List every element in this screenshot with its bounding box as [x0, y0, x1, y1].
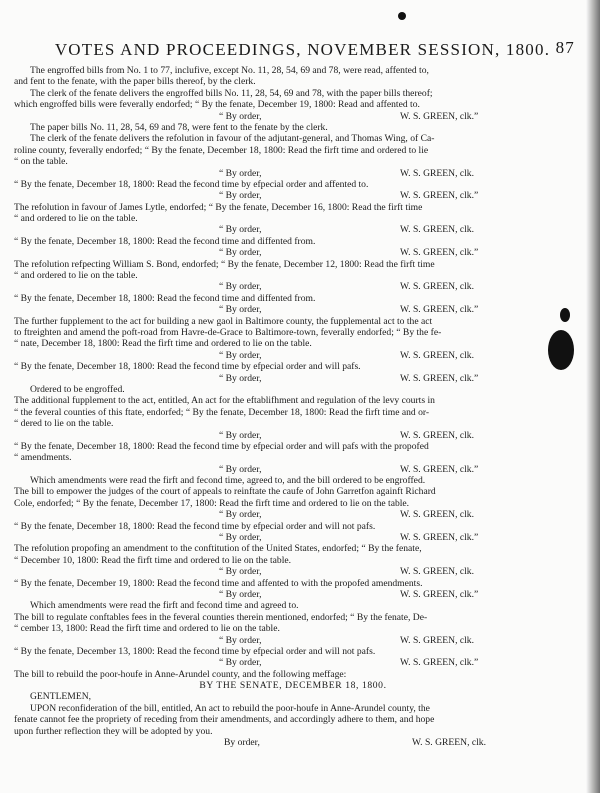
- signature-line: [14, 224, 572, 235]
- text-line: “ and ordered to lie on the table.: [14, 270, 138, 282]
- by-order-text: “ By order,: [219, 110, 262, 122]
- by-order-text: “ By order,: [219, 224, 262, 236]
- clerk-signature-text: W. S. GREEN, clk.: [400, 509, 474, 521]
- clerk-signature-text: W. S. GREEN, clk.: [400, 167, 474, 179]
- signature-line: [14, 532, 572, 543]
- by-order-text: “ By order,: [219, 247, 262, 259]
- text-line: “ By the fenate, December 18, 1800: Read the fecond time by efpecial order and will not pafs.: [14, 520, 376, 532]
- by-order-text: “ By order,: [219, 167, 262, 179]
- signature-line: [14, 430, 572, 441]
- text-line: Ordered to be engroffed.: [30, 383, 125, 395]
- clerk-signature-text: W. S. GREEN, clk.”: [400, 304, 479, 316]
- ink-blot: [398, 12, 406, 20]
- text-line: UPON reconfideration of the bill, entitled, An act to rebuild the poor-houfe in Anne-Arundel county, the: [30, 702, 430, 714]
- signature-line: [14, 168, 572, 179]
- text-line: The paper bills No. 11, 28, 54, 69 and 78, were fent to the fenate by the clerk.: [30, 121, 328, 133]
- text-line: The refolution propofing an amendment to the conftitution of the United States, endorfed; “ By the fenate,: [14, 543, 422, 555]
- text-line: The clerk of the fenate delivers the engroffed bills No. 11, 28, 54, 69 and 78, with the paper bills thereof;: [30, 87, 433, 99]
- signature-line: [14, 657, 572, 668]
- by-order-text: “ By order,: [219, 634, 262, 646]
- page-header: [30, 40, 575, 60]
- clerk-signature-text: W. S. GREEN, clk.”: [400, 190, 479, 202]
- by-order-text: “ By order,: [219, 349, 262, 361]
- by-order-text: “ By order,: [219, 304, 262, 316]
- text-line: “ and ordered to lie on the table.: [14, 213, 138, 225]
- text-line: “ December 10, 1800: Read the firft time and ordered to lie on the table.: [14, 554, 292, 566]
- signature-line: [14, 509, 572, 520]
- clerk-signature-text: W. S. GREEN, clk.: [400, 634, 474, 646]
- by-order-text: “ By order,: [219, 429, 262, 441]
- signature-line: [14, 350, 572, 361]
- clerk-signature-text: W. S. GREEN, clk.”: [400, 247, 479, 259]
- by-order-text: By order,: [224, 737, 260, 749]
- text-line: to ftreighten and amend the poft-road from Havre-de-Grace to Baltimore-town, feverally endorfed; “ By the fe-: [14, 326, 442, 338]
- text-line: “ nate, December 18, 1800: Read the firft time and ordered to lie on the table.: [14, 338, 312, 350]
- text-line: and fent to the fenate, with the paper bills thereof, by the clerk.: [14, 76, 256, 88]
- by-order-text: “ By order,: [219, 463, 262, 475]
- document-body: [14, 65, 572, 748]
- page-number: 87: [555, 38, 575, 57]
- signature-line: [14, 566, 572, 577]
- text-line: The bill to rebuild the poor-houfe in Anne-Arundel county, and the following meffage:: [14, 668, 347, 680]
- text-line: “ By the fenate, December 13, 1800: Read the fecond time by efpecial order and will not pafs.: [14, 645, 376, 657]
- signature-line: [14, 304, 572, 315]
- clerk-signature-text: W. S. GREEN, clk.: [400, 349, 474, 361]
- text-line: Which amendments were read the firft and fecond time, agreed to, and the bill ordered to be engroffed.: [30, 475, 426, 487]
- page-edge-shadow: [586, 0, 600, 793]
- text-line: “ By the fenate, December 18, 1800: Read the fecond time by efpecial order and affented to.: [14, 178, 369, 190]
- text-line: The refolution refpecting William S. Bond, endorfed; “ By the fenate, December 12, 1800: Read the firft time: [14, 258, 435, 270]
- text-line: fenate cannot fee the propriety of receding from their amendments, and accordingly adhere to them, and hope: [14, 714, 435, 726]
- page-title: VOTES AND PROCEEDINGS, NOVEMBER SESSION, 1800.: [54, 40, 551, 59]
- signature-line: [14, 737, 572, 748]
- clerk-signature-text: W. S. GREEN, clk.: [400, 429, 474, 441]
- text-line: roline county, feverally endorfed; “ By the fenate, December 18, 1800: Read the firft time and ordered to lie: [14, 144, 429, 156]
- signature-line: [14, 281, 572, 292]
- text-line: “ the feveral counties of this ftate, endorfed; “ By the fenate, December 18, 1800: Read the firft time and or-: [14, 406, 430, 418]
- text-line: GENTLEMEN,: [30, 691, 92, 703]
- by-order-text: “ By order,: [219, 657, 262, 669]
- section-heading: BY THE SENATE, DECEMBER 18, 1800.: [199, 680, 387, 692]
- clerk-signature-text: W. S. GREEN, clk.”: [400, 532, 479, 544]
- by-order-text: “ By order,: [219, 588, 262, 600]
- signature-line: [14, 589, 572, 600]
- clerk-signature-text: W. S. GREEN, clk.: [400, 566, 474, 578]
- text-line: Cole, endorfed; “ By the fenate, December 17, 1800: Read the firft time and ordered to lie on the table.: [14, 497, 410, 509]
- by-order-text: “ By order,: [219, 532, 262, 544]
- clerk-signature-text: W. S. GREEN, clk.”: [400, 463, 479, 475]
- text-line: “ dered to lie on the table.: [14, 418, 114, 430]
- by-order-text: “ By order,: [219, 566, 262, 578]
- signature-line: [14, 247, 572, 258]
- signature-line: [14, 635, 572, 646]
- by-order-text: “ By order,: [219, 190, 262, 202]
- clerk-signature-text: W. S. GREEN, clk.: [400, 224, 474, 236]
- text-line: The bill to empower the judges of the court of appeals to reinftate the caufe of John Garretfon againft Richard: [14, 486, 436, 498]
- text-line: “ By the fenate, December 18, 1800: Read the fecond time by efpecial order and will pafs.: [14, 361, 361, 373]
- clerk-signature-text: W. S. GREEN, clk.”: [400, 588, 479, 600]
- by-order-text: “ By order,: [219, 372, 262, 384]
- signature-line: [14, 464, 572, 475]
- text-line: upon further reflection they will be adopted by you.: [14, 725, 213, 737]
- signature-line: [14, 111, 572, 122]
- clerk-signature-text: W. S. GREEN, clk.”: [400, 110, 479, 122]
- signature-line: [14, 373, 572, 384]
- by-order-text: “ By order,: [219, 281, 262, 293]
- text-line: The bill to regulate conftables fees in the feveral counties therein mentioned, endorfed; “ By the fenate, De-: [14, 611, 428, 623]
- clerk-signature-text: W. S. GREEN, clk.: [400, 281, 474, 293]
- text-line: “ By the fenate, December 18, 1800: Read the fecond time and diffented from.: [14, 292, 316, 304]
- text-line: “ amendments.: [14, 452, 72, 464]
- text-line: “ on the table.: [14, 156, 68, 168]
- text-line: The engroffed bills from No. 1 to 77, inclufive, except No. 11, 28, 54, 69 and 78, were read, affented to,: [30, 65, 429, 76]
- text-line: “ By the fenate, December 18, 1800: Read the fecond time and diffented from.: [14, 235, 316, 247]
- by-order-text: “ By order,: [219, 509, 262, 521]
- text-line: The additional fupplement to the act, entitled, An act for the eftablifhment and regulation of the levy courts in: [14, 395, 435, 407]
- text-line: “ cember 13, 1800: Read the firft time and ordered to lie on the table.: [14, 623, 280, 635]
- text-line: “ By the fenate, December 19, 1800: Read the fecond time and affented to with the propofed amendments.: [14, 577, 423, 589]
- text-line: The clerk of the fenate delivers the refolution in favour of the adjutant-general, and Thomas Wing, of Ca-: [30, 133, 435, 145]
- text-line: which engroffed bills were feverally endorfed; “ By the fenate, December 19, 1800: Read and affented to.: [14, 99, 420, 111]
- signature-line: [14, 190, 572, 201]
- clerk-signature-text: W. S. GREEN, clk.”: [400, 372, 479, 384]
- text-line: The further fupplement to the act for building a new gaol in Baltimore county, the fupplemental act to the act: [14, 315, 433, 327]
- text-line: “ By the fenate, December 18, 1800: Read the fecond time by efpecial order and will pafs with the propofed: [14, 440, 429, 452]
- clerk-signature-text: W. S. GREEN, clk.”: [400, 657, 479, 669]
- clerk-signature-text: W. S. GREEN, clk.: [412, 737, 486, 749]
- text-line: The refolution in favour of James Lytle, endorfed; “ By the fenate, December 16, 1800: Read the firft time: [14, 201, 423, 213]
- text-line: Which amendments were read the firft and fecond time and agreed to.: [30, 600, 299, 612]
